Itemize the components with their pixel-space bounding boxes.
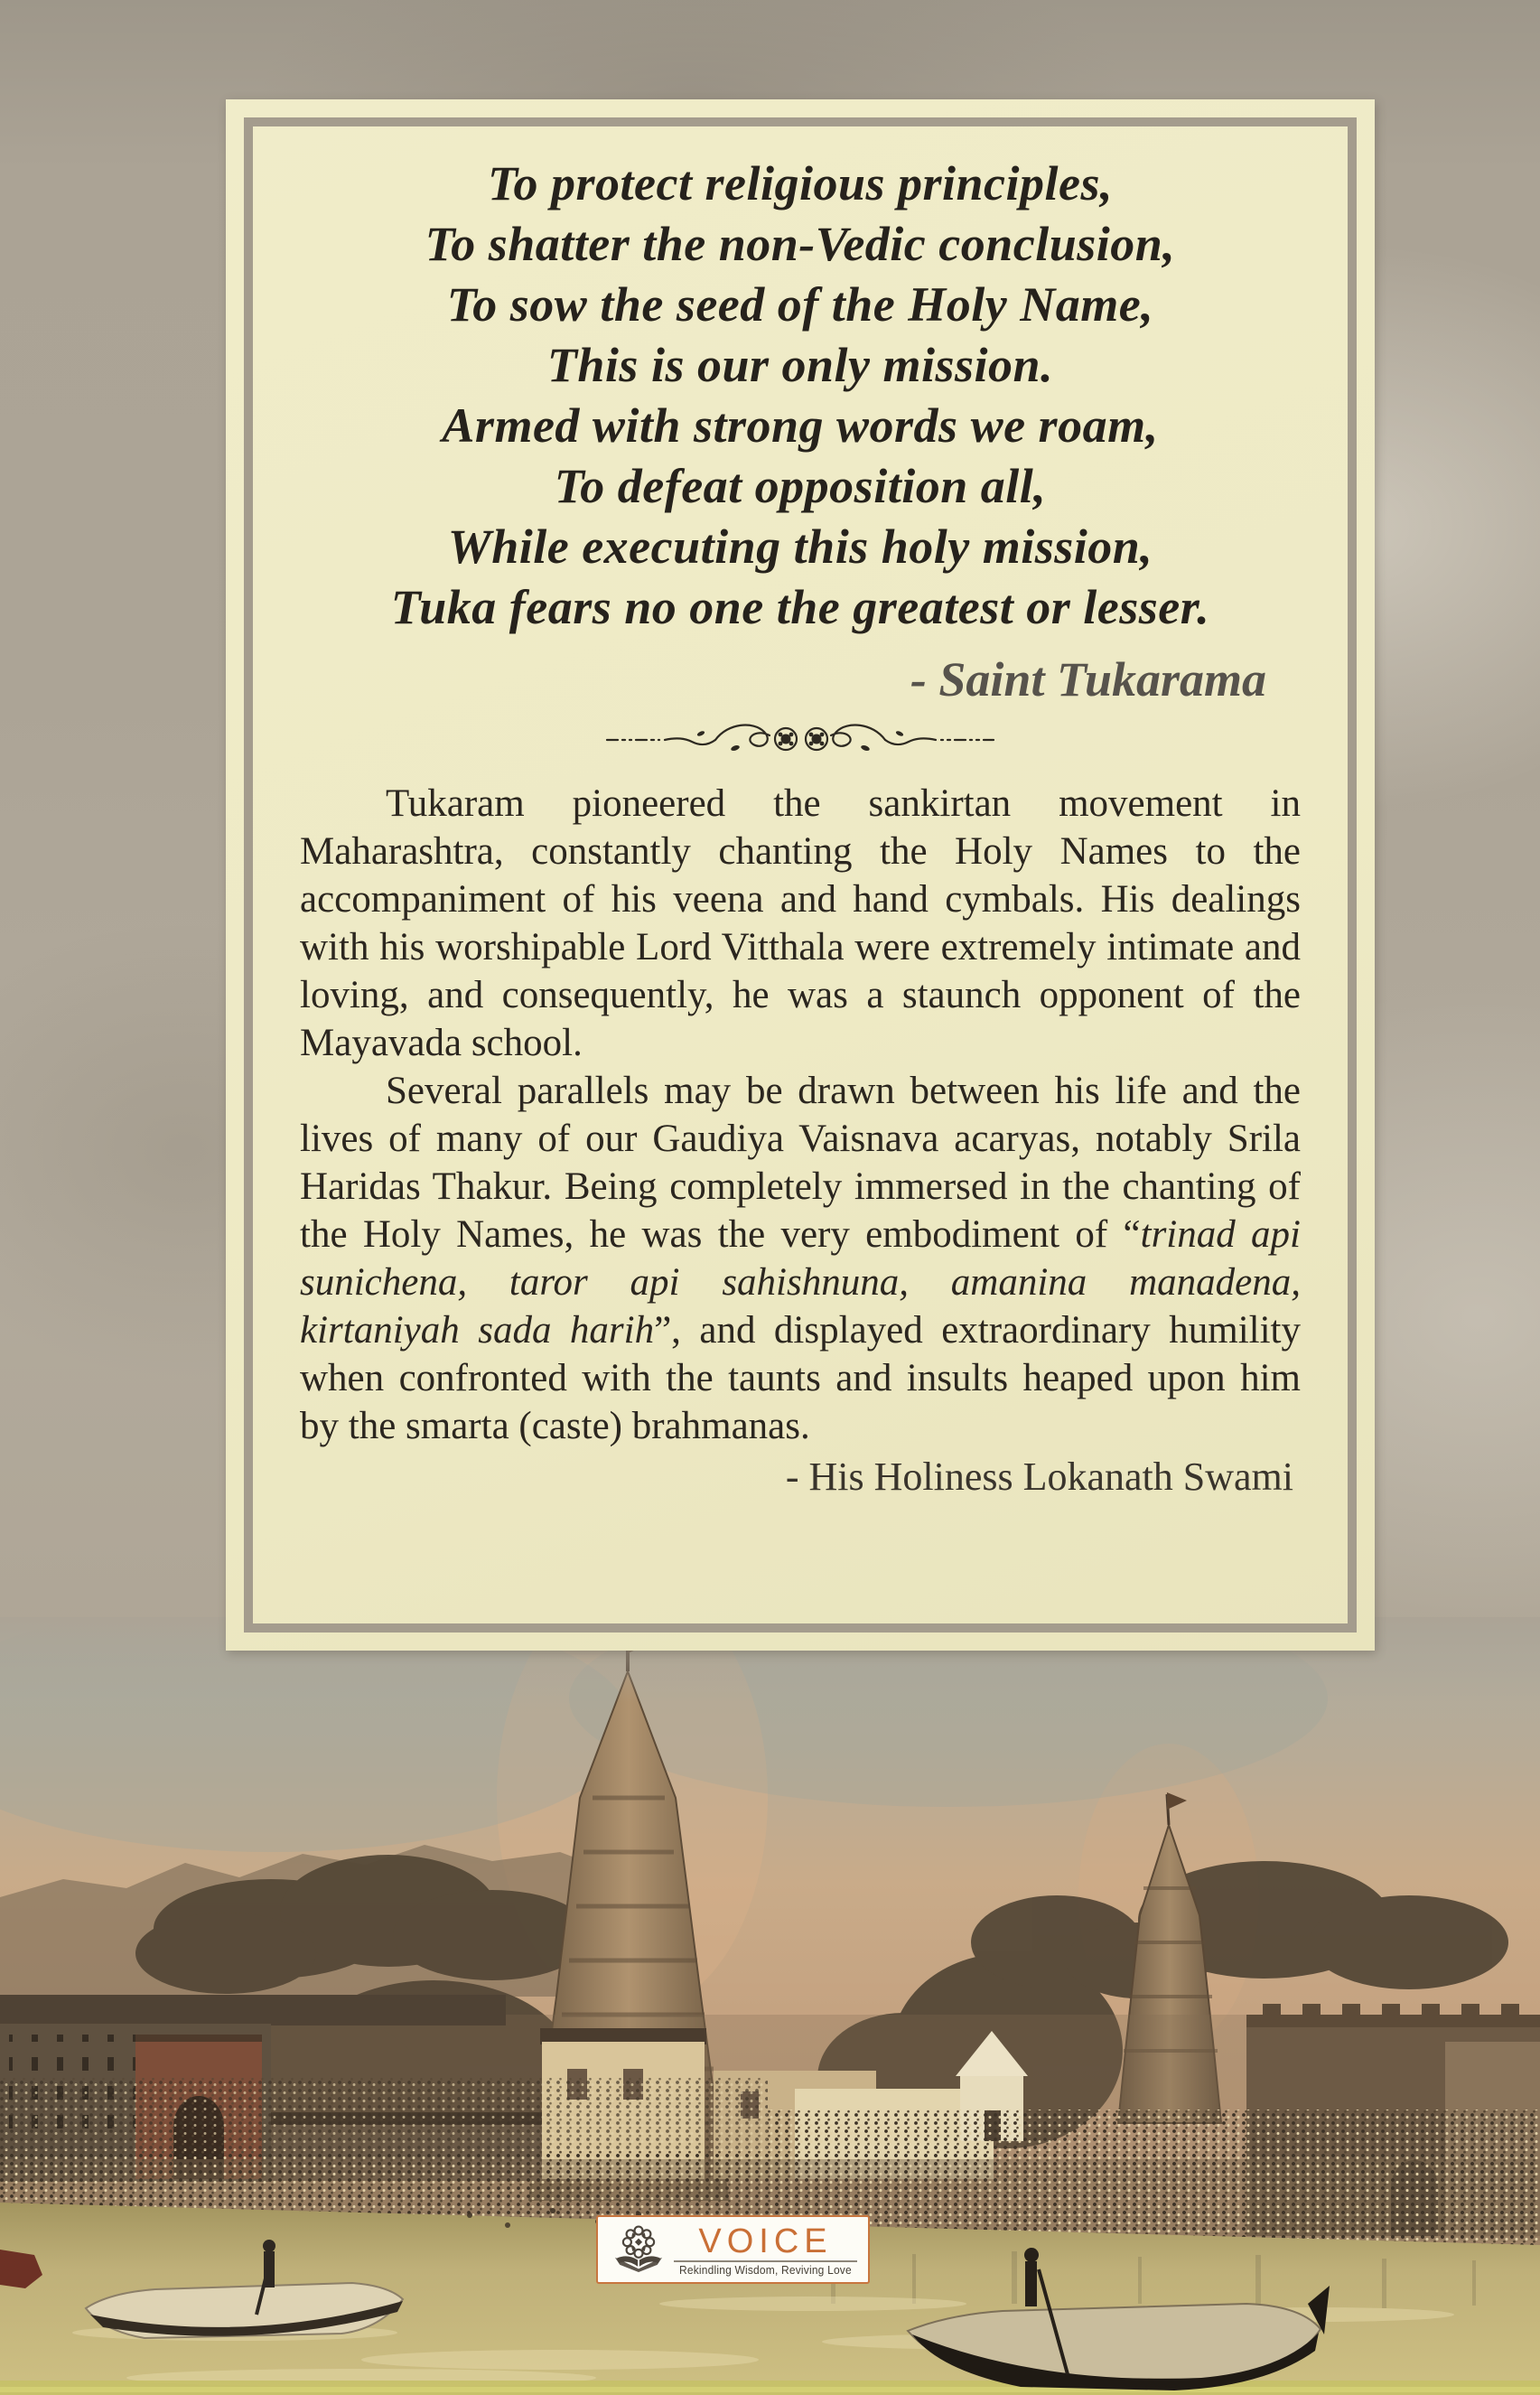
quote-line: To defeat opposition all,: [554, 459, 1047, 513]
voice-logo-icon: [614, 2222, 663, 2278]
voice-logo-text: [674, 2223, 857, 2277]
publisher-tagline: Rekindling Wisdom, Reviving Love: [679, 2263, 852, 2277]
quote-line: Armed with strong words we roam,: [442, 398, 1159, 453]
publisher-name: VOICE: [698, 2222, 833, 2260]
quote-line: Tuka fears no one the greatest or lesser.: [390, 580, 1210, 634]
commentary-paragraph-1: Tukaram pioneered the sankirtan movement in Maharashtra, constantly chanting the Holy Names to the accompaniment of his veena and hand cymbals. His dealings with his worshipable Lord Vitthala were extremely intimate and loving, and consequently, he was a staunch opponent of the Mayavada school.: [300, 782, 1301, 1064]
quote-line: To shatter the non-Vedic conclusion,: [425, 217, 1176, 271]
publisher-logo-badge: [596, 2215, 870, 2284]
commentary-attribution: - His Holiness Lokanath Swami: [785, 1455, 1293, 1499]
quote-line: This is our only mission.: [546, 338, 1054, 392]
quote-panel: [226, 99, 1375, 1651]
tukaram-poem: [280, 154, 1321, 638]
paragraph-2-plain: Several parallels may be drawn between his life and the lives of many of our Gaudiya Vaisnava acaryas, notably Srila Haridas Thakur. Being completely immersed in the chanting of the Holy Names, he was the very embodiment of “: [300, 1070, 1301, 1256]
commentary-paragraph-2: [300, 1067, 1301, 1450]
panel-content: [253, 126, 1348, 1623]
quote-line: While executing this holy mission,: [447, 519, 1153, 574]
panel-border: [244, 117, 1357, 1633]
quote-line: To protect religious principles,: [487, 156, 1114, 210]
commentary-text: [300, 780, 1301, 1450]
paragraph-2-plain: ”, and displayed extraordinary humility when confronted with the taunts and insults heaped upon him by the smarta (caste) brahmanas.: [300, 1309, 1301, 1447]
quote-attribution: - Saint Tukarama: [910, 652, 1266, 706]
floral-divider: [280, 716, 1321, 767]
quote-line: To sow the seed of the Holy Name,: [446, 277, 1154, 332]
sanskrit-verse: trinad api sunichena, taror api sahishnuna, amanina manadena, kirtaniyah sada harih: [300, 1213, 1301, 1352]
logo-divider-line: [674, 2260, 857, 2262]
